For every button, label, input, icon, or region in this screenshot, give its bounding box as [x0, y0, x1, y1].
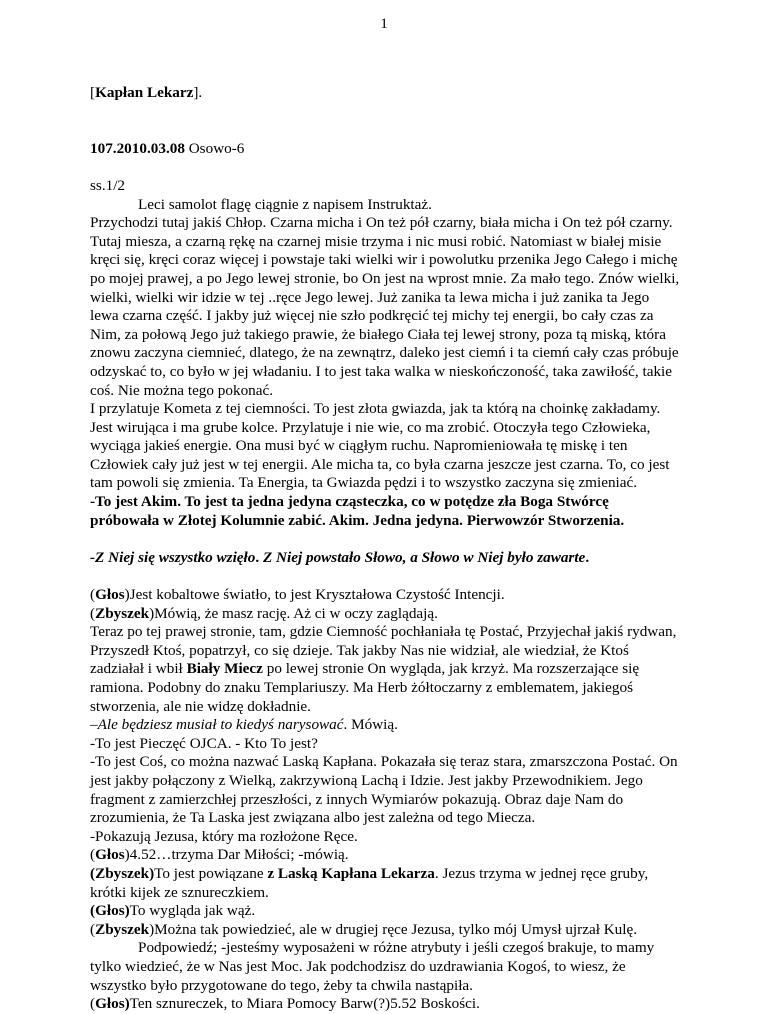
paragraph: Przychodzi tutaj jakiś Chłop. Czarna micha i On też pół czarny, biała micha i On też pół czarny. Tutaj miesza, a czarną rękę na czarnej misie trzyma i nic musi robić. Natomiast w białej misie kręci się, kręci coraz więcej i powstaje taki wielki wir i powolutku przenika Jego Całego i michę po mojej prawej, a po Jego lewej stronie, bo On jest na wprost mnie. Za mało tego. Znów wielki, wielki, wielki wir idzie w tej ..ręce Jego lewej. Już zanika ta lewa micha i już zanika ta Jego lewa czarna część. I jakby już więcej nie szło podkręcić tej michy tej energii, bo cały czas za Nim, za połową Jego już takiego prawie, że białego Ciała tej lewej strony, poza tą miską, która znowu zaczyna ciemnieć, dlatego, że na zewnątrz, daleko jest ciemń i ta ciemń cały czas próbuje odzyskać to, co było w jej władaniu. I to jest taka walka w nieskończoność, taka zawiłość, takie coś. Nie można tego pokonać.	[90, 214, 680, 399]
bold-paragraph: -To jest Akim. To jest ta jedna jedyna cząsteczka, co w potędze zła Boga Stwórcę próbowała w Złotej Kolumnie zabić. Akim. Jedna jedyna. Pierwowzór Stworzenia.	[90, 493, 625, 529]
speaker-label: Zbyszek	[95, 604, 150, 622]
dialogue-line: (Zbyszek)Mówią, że masz rację. Aż ci w oczy zaglądają.	[90, 604, 438, 622]
paragraph: -To jest Coś, co można nazwać Laską Kapłana. Pokazała się teraz stara, zmarszczona Postać. On jest jakby połączony z Wielką, zakrzywioną Lachą i Idzie. Jest jakby Przewodnikiem. Jego fragment z zamierzchłej przeszłości, z innych Wymiarów pokazują. Obraz daje Nam do zrozumienia, że Ta Laska jest związana albo jest zależna od tego Miecza.	[90, 753, 678, 827]
bold-phrase: z Laską Kapłana Lekarza	[267, 864, 435, 882]
speaker-label: Głos	[95, 586, 125, 604]
page-number: 1	[380, 15, 388, 32]
document-title: [Kapłan Lekarz].	[90, 84, 203, 101]
dialogue-line: (Zbyszek)To jest powiązane z Laską Kapłana Lekarza. Jezus trzyma w jednej ręce gruby, krótki kijek ze sznureczkiem.	[90, 864, 649, 901]
speaker-label: Głos	[95, 846, 125, 864]
speaker-label: Głos	[95, 902, 125, 920]
document-body	[90, 84, 680, 1014]
paragraph: Teraz po tej prawej stronie, tam, gdzie Ciemność pochłaniała tę Postać, Przyjechał jakiś rydwan, Przyszedł Ktoś, popatrzył, co się dzieje. Tak jakby Nas nie widział, ale wiedział, że Ktoś zadziałał i wbił Biały Miecz po lewej stronie On wygląda, jak krzyż. Ma rozszerzające się ramiona. Podobny do znaku Templariuszy. Ma Herb żółtoczarny z emblematem, jakiegoś stworzenia, ale nie widzę dokładnie.	[90, 623, 677, 715]
speaker-label: Głos	[95, 995, 125, 1013]
dialogue-line: (Głos)4.52…trzyma Dar Miłości; -mówią.	[90, 846, 349, 864]
paragraph: -To jest Pieczęć OJCA. - Kto To jest?	[90, 734, 318, 752]
bold-phrase: Biały Miecz	[186, 660, 263, 678]
entry-heading	[90, 140, 680, 159]
entry-place: Osowo-6	[184, 139, 245, 157]
paragraph: I przylatuje Kometa z tej ciemności. To jest złota gwiazda, jak ta którą na choinkę zakładamy. Jest wirująca i ma grube kolce. Przylatuje i nie wie, co ma zrobić. Otoczyła tego Człowieka, wyciąga jakieś energie. Ona musi być w ciągłym ruchu. Napromieniowała tę miskę i ten Człowiek cały już jest w tej energii. Ale micha ta, co była czarna jeszcze jest czarna. To, co jest tam powoli się zmienia. Ta Energia, ta Gwiazda pędzi i to wszystko zaczyna się zmieniać.	[90, 400, 670, 492]
paragraph: Podpowiedź; -jesteśmy wyposażeni w różne atrybuty i jeśli czegoś brakuje, to mamy tylko wiedzieć, że w Nas jest Moc. Jak podchodzisz do uzdrawiania Kogoś, to wiesz, że wszystko było przygotowane do tego, żeby ta chwila nastąpiła.	[90, 939, 655, 994]
paragraph: -Pokazują Jezusa, który ma rozłożone Ręce.	[90, 827, 358, 845]
speaker-label: Zbyszek	[95, 920, 150, 938]
entry-id: 107.2010.03.08	[90, 139, 185, 157]
dialogue-line: (Głos)To wygląda jak wąż.	[90, 902, 256, 920]
dialogue-line: (Zbyszek)Można tak powiedzieć, ale w drugiej ręce Jezusa, tylko mój Umysł ujrzał Kulę.	[90, 920, 638, 938]
title-text: Kapłan Lekarz	[95, 84, 194, 101]
quote-line: -Z Niej się wszystko wzięło. Z Niej powstało Słowo, a Słowo w Niej było zawarte.	[90, 548, 590, 566]
dialogue-line: (Głos)Ten sznureczek, to Miara Pomocy Barw(?)5.52 Boskości.	[90, 995, 480, 1013]
pages-reference: ss.1/2	[90, 176, 126, 194]
dialogue-line: (Głos)Jest kobaltowe światło, to jest Kryształowa Czystość Intencji.	[90, 586, 505, 604]
paragraph: Leci samolot flagę ciągnie z napisem Instruktaż.	[138, 195, 432, 213]
speaker-label: Zbyszek	[95, 864, 150, 882]
italic-line: –Ale będziesz musiał to kiedyś narysować. Mówią.	[90, 716, 398, 734]
